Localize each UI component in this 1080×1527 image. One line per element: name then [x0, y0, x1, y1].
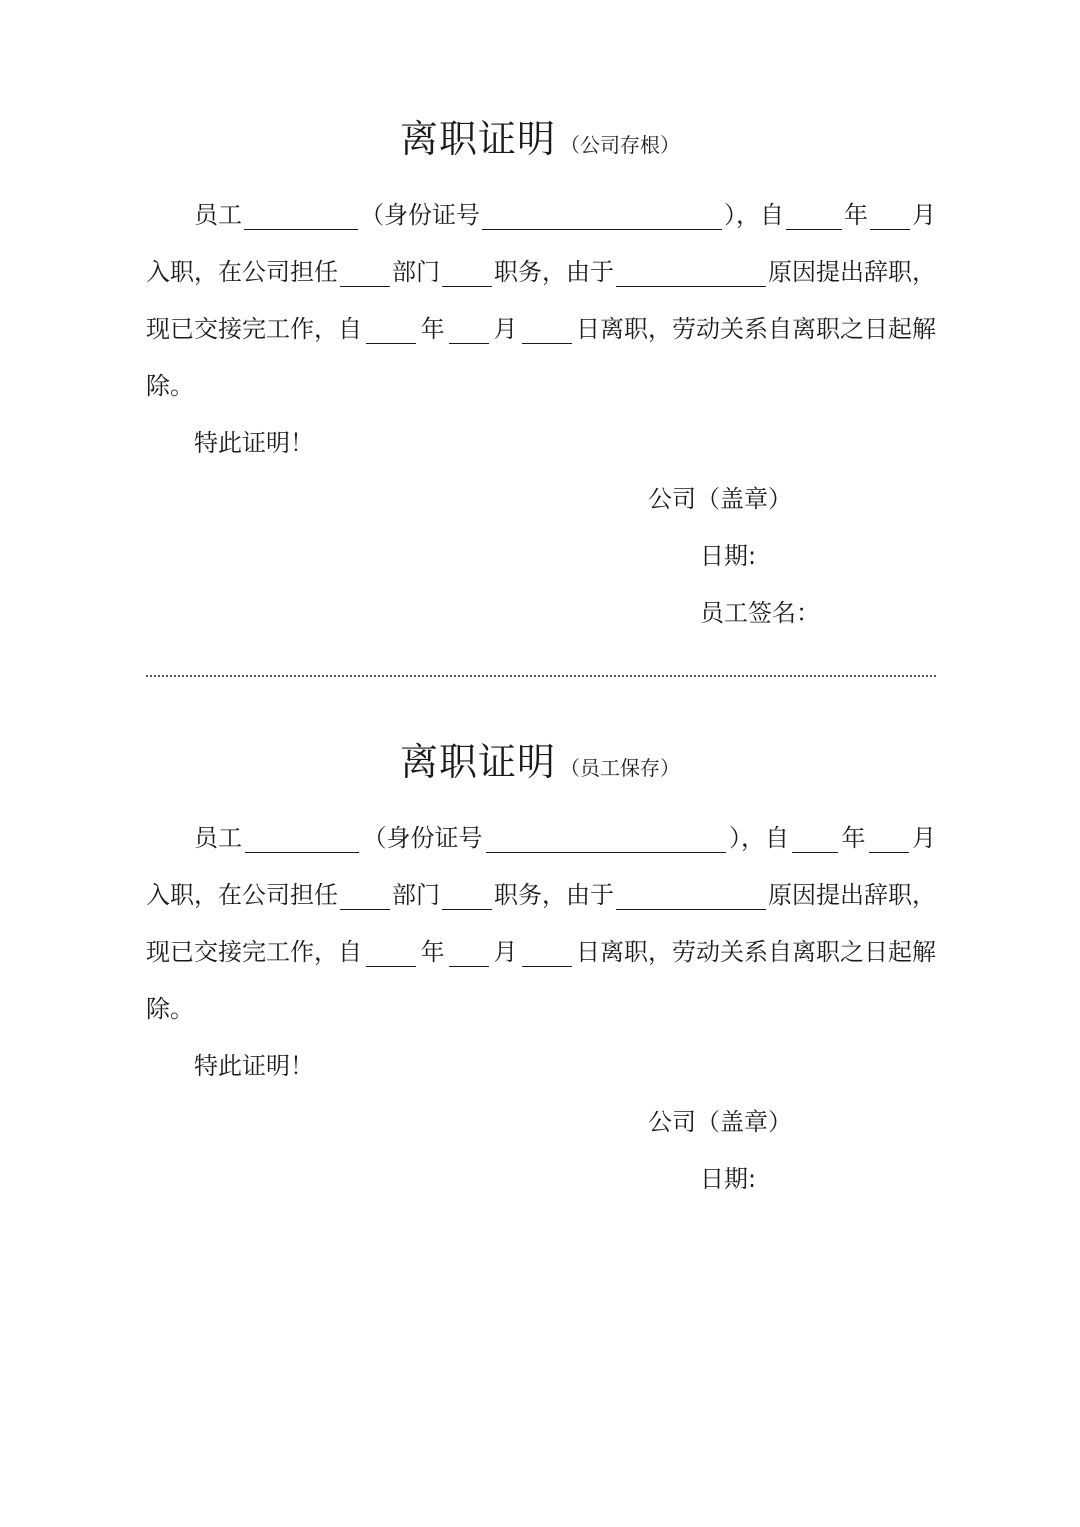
body-line-1 — [194, 200, 936, 230]
blank-department[interactable] — [340, 885, 390, 910]
text-closing: 特此证明！ — [194, 1052, 314, 1080]
text-id-number: （身份证号 — [360, 201, 480, 229]
blank-leave-month[interactable] — [449, 942, 489, 967]
text-terminate: 除。 — [146, 995, 194, 1023]
text-position-intro: 入职，在公司担任 — [146, 881, 338, 909]
body-line-2 — [146, 257, 936, 287]
body-line-3 — [146, 314, 936, 344]
text-month: 月 — [493, 938, 518, 966]
blank-leave-day[interactable] — [522, 319, 572, 344]
closing-line — [194, 1051, 936, 1081]
text-from: ），自 — [724, 201, 784, 229]
text-terminate: 除。 — [146, 372, 194, 400]
text-resign-reason: 原因提出辞职， — [768, 258, 936, 286]
title-text: 离职证明 — [399, 117, 556, 161]
text-year: 年 — [420, 938, 445, 966]
text-from: ），自 — [729, 824, 789, 852]
blank-join-month[interactable] — [870, 205, 910, 230]
signature-date: 日期: — [700, 542, 757, 570]
body-line-4 — [146, 994, 936, 1024]
text-closing: 特此证明！ — [194, 429, 314, 457]
title-text: 离职证明 — [399, 740, 556, 784]
blank-employee-name[interactable] — [244, 205, 358, 230]
blank-id-number[interactable] — [482, 205, 722, 230]
text-employee: 员工 — [194, 201, 242, 229]
blank-position[interactable] — [442, 885, 492, 910]
blank-reason[interactable] — [616, 885, 766, 910]
blank-id-number[interactable] — [486, 828, 726, 853]
text-handover: 现已交接完工作，自 — [146, 938, 362, 966]
text-position-intro: 入职，在公司担任 — [146, 258, 338, 286]
signature-company-seal: 公司（盖章） — [648, 1108, 792, 1136]
text-labor-relation: 日离职，劳动关系自离职之日起解 — [575, 938, 936, 966]
certificate-title-company — [0, 108, 1080, 163]
signature-employee: 员工签名： — [700, 599, 820, 627]
text-id-number: （身份证号 — [362, 824, 483, 852]
blank-leave-day[interactable] — [522, 942, 572, 967]
body-line-4 — [146, 371, 936, 401]
text-month: 月 — [912, 824, 936, 852]
title-subtitle: （公司存根） — [560, 133, 680, 157]
text-department: 部门 — [392, 881, 440, 909]
closing-line — [194, 428, 936, 458]
blank-reason[interactable] — [616, 262, 766, 287]
signature-date: 日期: — [700, 1165, 757, 1193]
body-line-3 — [146, 937, 936, 967]
blank-position[interactable] — [442, 262, 492, 287]
body-line-2 — [146, 880, 936, 910]
body-line-1 — [194, 823, 936, 853]
text-department: 部门 — [392, 258, 440, 286]
certificate-title-employee — [0, 731, 1080, 786]
cut-line-divider — [146, 675, 936, 677]
blank-join-month[interactable] — [869, 828, 909, 853]
text-position-reason: 职务，由于 — [494, 258, 614, 286]
blank-employee-name[interactable] — [245, 828, 359, 853]
text-resign-reason: 原因提出辞职， — [768, 881, 936, 909]
text-month: 月 — [493, 315, 518, 343]
text-handover: 现已交接完工作，自 — [146, 315, 362, 343]
text-employee: 员工 — [194, 824, 242, 852]
text-labor-relation: 日离职，劳动关系自离职之日起解 — [575, 315, 936, 343]
text-year: 年 — [420, 315, 445, 343]
signature-company-seal: 公司（盖章） — [648, 485, 792, 513]
blank-leave-year[interactable] — [366, 319, 416, 344]
text-position-reason: 职务，由于 — [494, 881, 614, 909]
blank-department[interactable] — [340, 262, 390, 287]
blank-leave-year[interactable] — [366, 942, 416, 967]
blank-leave-month[interactable] — [449, 319, 489, 344]
text-year: 年 — [841, 824, 866, 852]
title-subtitle: （员工保存） — [560, 756, 680, 780]
blank-join-year[interactable] — [792, 828, 838, 853]
blank-join-year[interactable] — [786, 205, 842, 230]
text-year: 年 — [844, 201, 868, 229]
text-month: 月 — [912, 201, 936, 229]
